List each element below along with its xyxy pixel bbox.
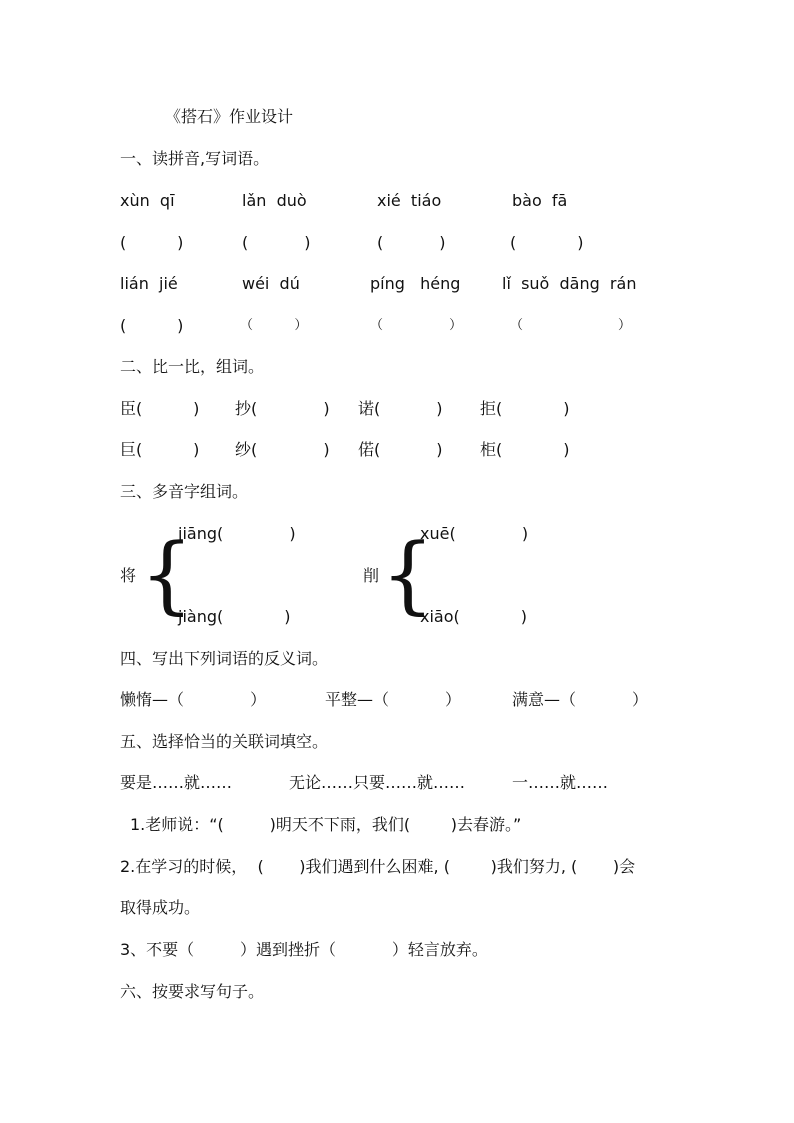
section3-heading: 三、多音字组词。 bbox=[120, 482, 249, 501]
answer-blank[interactable]: ( ) bbox=[242, 233, 311, 252]
pinyin-item: xùn qī bbox=[120, 191, 175, 210]
pinyin-item: xié tiáo bbox=[377, 191, 442, 210]
question-1[interactable]: 1.老师说：“( )明天不下雨，我们( )去春游。” bbox=[130, 815, 522, 834]
compare-item[interactable]: 柜( ) bbox=[480, 440, 570, 459]
answer-blank[interactable]: （ ） bbox=[240, 318, 308, 333]
section6-heading: 六、按要求写句子。 bbox=[120, 982, 265, 1001]
question-3[interactable]: 3、不要（ ）遇到挫折（ ）轻言放弃。 bbox=[120, 940, 488, 959]
page-title: 《搭石》作业设计 bbox=[165, 107, 294, 126]
polyphone-reading[interactable]: jiāng( ) bbox=[178, 524, 296, 543]
pinyin-item: píng héng bbox=[370, 274, 461, 293]
answer-blank[interactable]: ( ) bbox=[377, 233, 446, 252]
question-2-continued: 取得成功。 bbox=[120, 898, 201, 917]
compare-item[interactable]: 纱( ) bbox=[235, 440, 330, 459]
polyphone-reading[interactable]: xuē( ) bbox=[420, 524, 529, 543]
section4-heading: 四、写出下列词语的反义词。 bbox=[120, 649, 329, 668]
compare-item[interactable]: 巨( ) bbox=[120, 440, 200, 459]
question-2[interactable]: 2.在学习的时候， ( )我们遇到什么困难, ( )我们努力, ( )会 bbox=[120, 857, 636, 876]
polyphone-reading[interactable]: jiàng( ) bbox=[178, 607, 291, 626]
answer-blank[interactable]: （ ） bbox=[510, 318, 632, 333]
conjunction-option: 无论……只要……就…… bbox=[289, 773, 466, 792]
section2-heading: 二、比一比，组词。 bbox=[120, 357, 265, 376]
compare-item[interactable]: 拒( ) bbox=[480, 399, 570, 418]
compare-item[interactable]: 臣( ) bbox=[120, 399, 200, 418]
pinyin-item: wéi dú bbox=[242, 274, 300, 293]
curly-brace-icon: { bbox=[381, 525, 435, 623]
compare-item[interactable]: 偌( ) bbox=[358, 440, 443, 459]
section5-heading: 五、选择恰当的关联词填空。 bbox=[120, 732, 329, 751]
section1-heading: 一、读拼音,写词语。 bbox=[120, 149, 270, 168]
pinyin-item: bào fā bbox=[512, 191, 568, 210]
antonym-item[interactable]: 平整—（ ） bbox=[325, 690, 461, 709]
answer-blank[interactable]: ( ) bbox=[510, 233, 584, 252]
pinyin-item: lǐ suǒ dāng rán bbox=[502, 274, 637, 293]
answer-blank[interactable]: ( ) bbox=[120, 316, 184, 335]
curly-brace-icon: { bbox=[140, 525, 194, 623]
polyphone-char: 削 bbox=[363, 566, 380, 585]
pinyin-item: lián jié bbox=[120, 274, 178, 293]
answer-blank[interactable]: （ ） bbox=[370, 318, 463, 333]
antonym-item[interactable]: 懒惰—（ ） bbox=[120, 690, 267, 709]
polyphone-char: 将 bbox=[120, 566, 137, 585]
antonym-item[interactable]: 满意—（ ） bbox=[512, 690, 648, 709]
pinyin-item: lǎn duò bbox=[242, 191, 307, 210]
conjunction-option: 要是……就…… bbox=[120, 773, 233, 792]
polyphone-reading[interactable]: xiāo( ) bbox=[420, 607, 528, 626]
compare-item[interactable]: 诺( ) bbox=[358, 399, 443, 418]
conjunction-option: 一……就…… bbox=[512, 773, 609, 792]
answer-blank[interactable]: ( ) bbox=[120, 233, 184, 252]
compare-item[interactable]: 抄( ) bbox=[235, 399, 330, 418]
